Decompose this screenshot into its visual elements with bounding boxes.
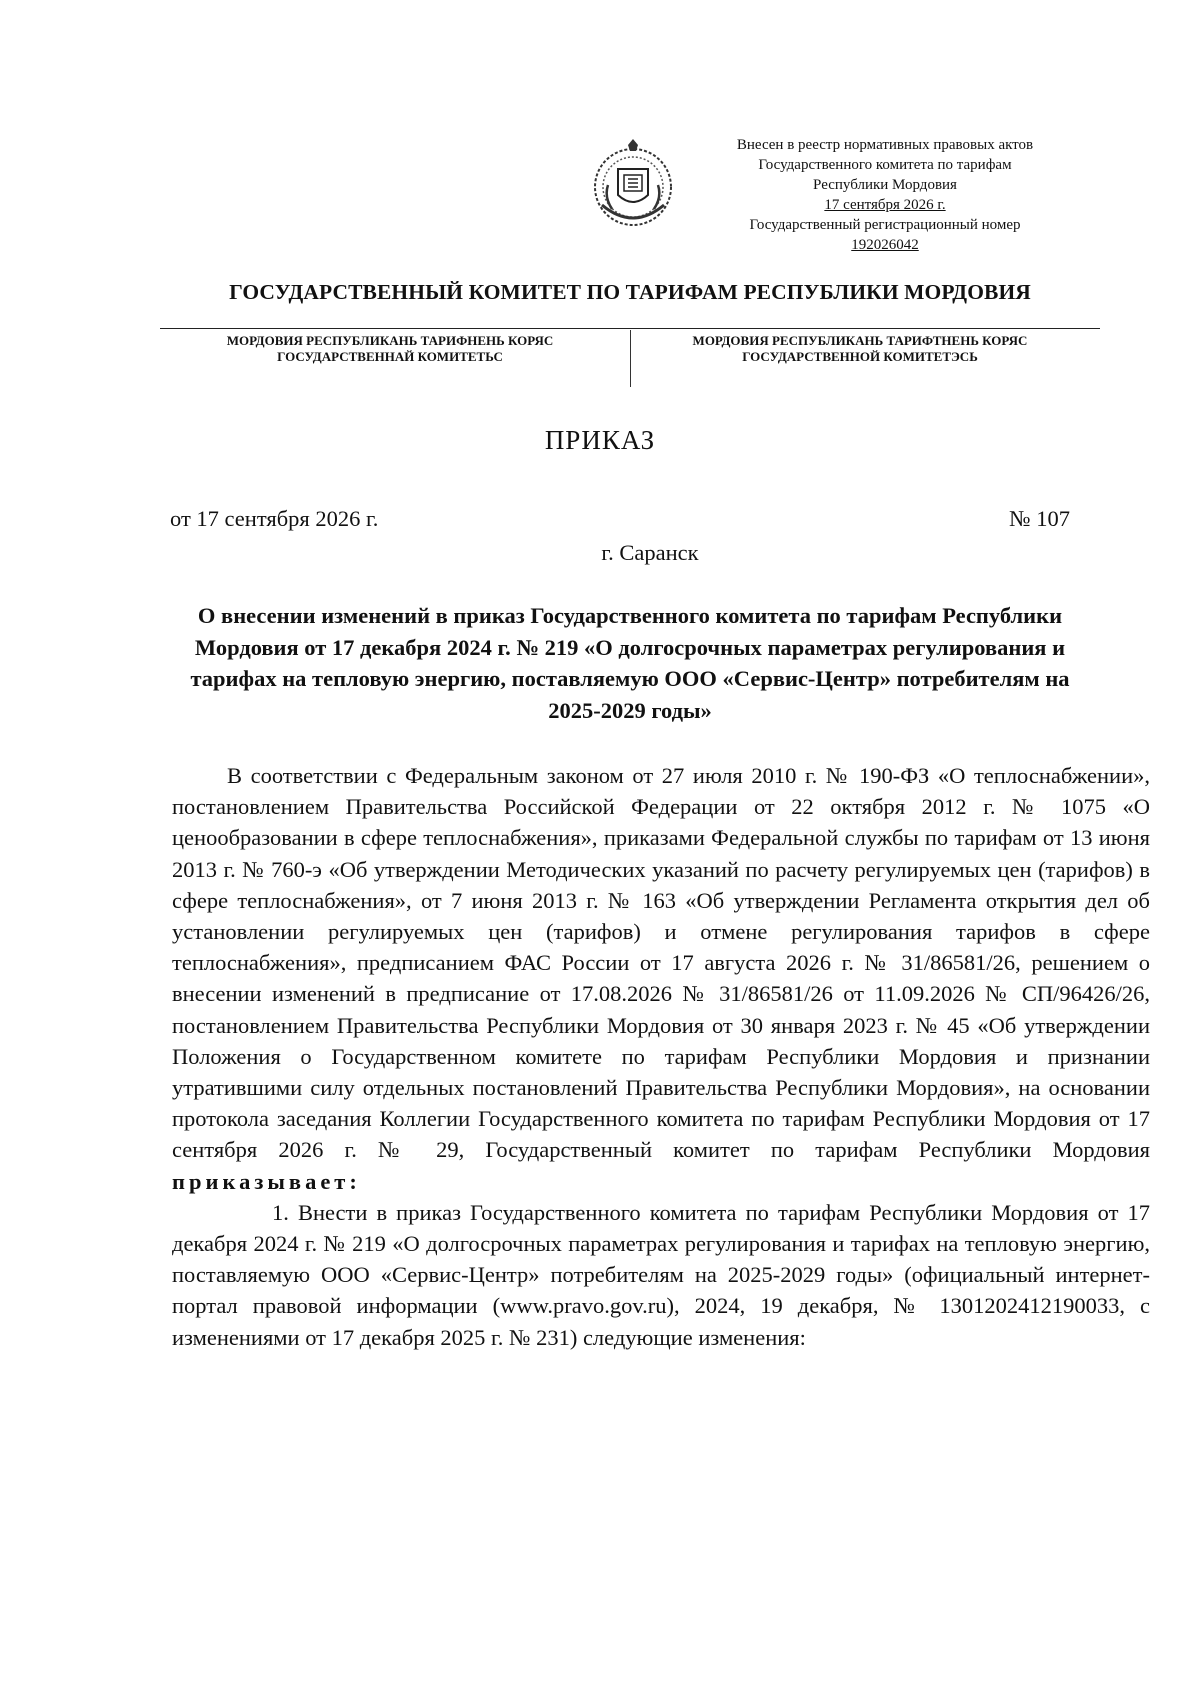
orders-keyword: приказывает: — [172, 1168, 361, 1194]
preamble-text: В соответствии с Федеральным законом от 27 июля 2010 г. № 190-ФЗ «О теплоснабжении», постановлением Правительства Российской Федерации от 22 октября 2012 г. № 1075 «О ценообразовании в сфере теплоснабжения», приказами Федеральной службы по тарифам от 13 июня 2013 г. № 760-э «Об утверждении Методических указаний по расчету регулируемых цен (тарифов) в сфере теплоснабжения», от 7 июня 2013 г. № 163 «Об утверждении Регламента открытия дел об установлении регулируемых цен (тарифов) и отмене регулирования тарифов в сфере теплоснабжения», предписанием ФАС России от 17 августа 2026 г. № 31/86581/26, решением о внесении изменений в предписание от 17.08.2026 № 31/86581/26 от 11.09.2026 № СП/96426/26, постановлением Правительства Республики Мордовия от 30 января 2023 г. № 45 «Об утверждении Положения о Государственном комитете по тарифам Республики Мордовия и признании утратившими силу отдельных постановлений Правительства Республики Мордовия», на основании протокола заседания Коллегии Государственного комитета по тарифам Республики Мордовия от 17 сентября 2026 г. № 29, Государственный комитет по тарифам Республики Мордовия — [172, 763, 1150, 1163]
coat-of-arms-icon — [588, 135, 678, 235]
order-city: г. Саранск — [601, 540, 699, 565]
registry-stamp — [725, 135, 1045, 255]
order-body — [172, 760, 1150, 1353]
preamble-paragraph — [172, 760, 1150, 1197]
registry-number-label: Государственный регистрационный номер — [749, 217, 1021, 233]
committee-name-moksha-line-2: ГОСУДАРСТВЕННАЙ КОМИТЕТЬС — [277, 349, 503, 364]
committee-name-erzya — [640, 333, 1080, 365]
header-vertical-divider — [630, 330, 631, 387]
committee-title: ГОСУДАРСТВЕННЫЙ КОМИТЕТ ПО ТАРИФАМ РЕСПУБЛИКИ МОРДОВИЯ — [229, 280, 1031, 304]
registry-number: 192026042 — [851, 237, 919, 253]
committee-name-erzya-line-2: ГОСУДАРСТВЕННОЙ КОМИТЕТЭСЬ — [742, 349, 978, 364]
registry-line-1: Внесен в реестр нормативных правовых актов — [736, 137, 1034, 153]
document-title: ПРИКАЗ — [544, 425, 656, 455]
order-date: от 17 сентября 2026 г. — [170, 506, 379, 531]
order-item-1: 1. Внести в приказ Государственного комитета по тарифам Республики Мордовия от 17 декабря 2024 г. № 219 «О долгосрочных параметрах регулирования и тарифах на тепловую энергию, поставляемую ООО «Сервис-Центр» потребителям на 2025-2029 годы» (официальный интернет-портал правовой информации (www.pravo.gov.ru), 2024, 19 декабря, № 1301202412190033, с изменениями от 17 декабря 2025 г. № 231) следующие изменения: — [172, 1199, 1150, 1350]
order-subject: О внесении изменений в приказ Государственного комитета по тарифам Республики Мордовия от 17 декабря 2024 г. № 219 «О долгосрочных параметрах регулирования и тарифах на тепловую энергию, поставляемую ООО «Сервис-Центр» потребителям на 2025-2029 годы» — [190, 603, 1070, 723]
committee-name-moksha-line-1: МОРДОВИЯ РЕСПУБЛИКАНЬ ТАРИФНЕНЬ КОРЯС — [226, 333, 554, 348]
registry-line-3: Республики Мордовия — [813, 177, 957, 193]
order-number: № 107 — [1009, 506, 1070, 531]
registry-date: 17 сентября 2026 г. — [824, 197, 946, 213]
header-divider — [160, 328, 1100, 329]
committee-name-moksha — [170, 333, 610, 365]
committee-name-erzya-line-1: МОРДОВИЯ РЕСПУБЛИКАНЬ ТАРИФТНЕНЬ КОРЯС — [692, 333, 1028, 348]
registry-line-2: Государственного комитета по тарифам — [758, 157, 1012, 173]
